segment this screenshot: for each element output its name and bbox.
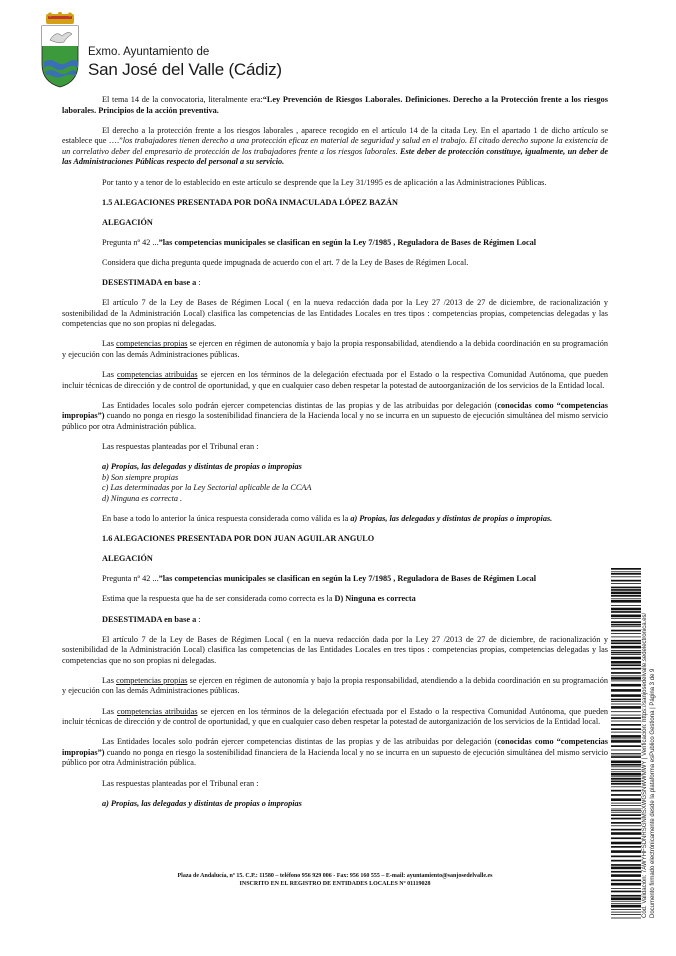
barcode-stripe — [611, 672, 641, 674]
barcode-stripe — [611, 798, 641, 801]
barcode-stripe — [611, 676, 641, 677]
validation-stamp — [642, 568, 657, 918]
barcode-stripe — [611, 860, 641, 862]
paragraph-pregunta: Pregunta nº 42 ...”las competencias municipales se clasifican en según la Ley 7/1985 , Reguladora de Bases de Régimen Local — [102, 237, 537, 247]
option-a: a) Propias, las delegadas y distintas de propias o impropias — [102, 462, 302, 472]
barcode-stripe — [611, 776, 641, 777]
barcode-stripe — [611, 818, 641, 820]
barcode-stripe — [611, 724, 641, 726]
section-title-1-5: 1.5 ALEGACIONES PRESENTADA POR DOÑA INMACULADA LÓPEZ BAZÁN — [102, 197, 398, 207]
barcode-stripe — [611, 809, 641, 810]
barcode-stripe — [611, 650, 641, 651]
barcode-stripe — [611, 598, 641, 599]
barcode-stripe — [611, 766, 641, 767]
barcode-stripe — [611, 750, 641, 751]
barcode-stripe — [611, 576, 641, 577]
barcode-stripe — [611, 689, 641, 692]
barcode-stripe — [611, 769, 641, 770]
paragraph-considera: Considera que dicha pregunta quede impugnada de acuerdo con el art. 7 de la Ley de Bases de Régimen Local. — [102, 257, 469, 267]
heading-alegacion-2: ALEGACIÓN — [102, 554, 153, 564]
paragraph-articulo-7: El artículo 7 de la Ley de Bases de Régimen Local ( en la nueva redacción dada por la Ley 27 /2013 de 27 de diciembre, de racionalización y sostenibilidad de la Administración Local) clasifica las competencias de las Entidades Locales en tres tipos : competencias propias, competencias delegadas y las competencias que no son propias ni delegadas. — [62, 298, 608, 329]
paragraph-competencias-atribuidas: Las competencias atribuidas se ejercen en los términos de la delegación efectuada por el Estado o la respectiva Comunidad Autónoma, que pueden incluir técnicas de dirección y de control de oportunidad, y que en cualquier caso deben respetar la potestad de autoorganización de los servicios de la Entidad local. — [62, 370, 608, 390]
barcode-stripe — [611, 756, 641, 758]
barcode-stripe — [611, 897, 641, 900]
barcode-stripe — [611, 684, 641, 687]
barcode-stripe — [611, 681, 641, 682]
barcode-stripe — [611, 846, 641, 848]
barcode-stripe — [611, 701, 641, 702]
validation-code: Cód. Validación: 7AWYHFSDNRSGNMSXWGSNWWMWY | Verificación: https://sanjosedelvalle.sedelectronica.es/ — [642, 612, 648, 918]
heading-desestimada: DESESTIMADA en base a : — [102, 278, 201, 288]
barcode-stripe — [611, 608, 641, 611]
validation-barcode-icon — [611, 568, 641, 920]
barcode-stripe — [611, 621, 641, 623]
footer-registry: INSCRITO EN EL REGISTRO DE ENTIDADES LOCALES Nº 01119028 — [239, 881, 431, 887]
barcode-stripe — [611, 587, 641, 589]
barcode-stripe — [611, 781, 641, 783]
barcode-stripe — [611, 745, 641, 747]
barcode-stripe — [611, 812, 641, 813]
paragraph-pregunta-2: Pregunta nº 42 ...”las competencias municipales se clasifican en según la Ley 7/1985 , Reguladora de Bases de Régimen Local — [102, 574, 537, 584]
barcode-stripe — [611, 888, 641, 889]
barcode-stripe — [611, 814, 641, 816]
barcode-stripe — [611, 790, 641, 792]
barcode-stripe — [611, 573, 641, 575]
barcode-stripe — [611, 755, 641, 756]
barcode-stripe — [611, 611, 641, 613]
barcode-stripe — [611, 739, 641, 740]
barcode-stripe — [611, 850, 641, 853]
barcode-stripe — [611, 642, 641, 644]
barcode-stripe — [611, 706, 641, 709]
barcode-stripe — [611, 803, 641, 804]
barcode-stripe — [611, 715, 641, 716]
heading-alegacion: ALEGACIÓN — [102, 217, 153, 227]
document-body — [62, 95, 608, 819]
signature-platform: Documento firmado electrónicamente desde la plataforma esPublico Gestiona | Página 3 de 9 — [649, 668, 656, 918]
option-a-2: a) Propias, las delegadas y distintas de propias o impropias — [102, 798, 302, 808]
barcode-stripe — [611, 778, 641, 780]
barcode-stripe — [611, 905, 641, 908]
answer-options — [62, 462, 608, 504]
paragraph-entidades-locales-2: Las Entidades locales solo podrán ejercer competencias distintas de las propias y de las atribuidas por delegación (conocidas como “competencias impropias”) cuando no ponga en riesgo la sostenibilidad financiera de la Hacienda local y no se incurra en un supuesto de ejecución simultánea del mismo servicio público por otra Administración pública. — [62, 737, 608, 768]
paragraph-articulo-7-2: El artículo 7 de la Ley de Bases de Régimen Local ( en la nueva redacción dada por la Ley 27 /2013 de 27 de diciembre, de racionalización y sostenibilidad de la Administración Local) clasifica las competencias de las Entidades Locales en tres tipos : competencias propias, competencias delegadas y las competencias que no son propias ni delegadas. — [62, 634, 608, 665]
barcode-stripe — [611, 580, 641, 582]
barcode-stripe — [611, 786, 641, 787]
barcode-stripe — [611, 783, 641, 785]
barcode-stripe — [611, 856, 641, 858]
barcode-stripe — [611, 753, 641, 754]
barcode-stripe — [611, 825, 641, 826]
paragraph-tema14: El tema 14 de la convocatoria, literalmente era:“Ley Prevención de Riesgos Laborales. Definiciones. Derecho a la Protección frente a los riesgos laborales. Principios de la acción preventiva. — [62, 95, 608, 115]
barcode-stripe — [611, 664, 641, 666]
barcode-stripe — [611, 637, 641, 638]
org-name-line1: Exmo. Ayuntamiento de — [88, 46, 210, 58]
barcode-stripe — [611, 794, 641, 796]
barcode-stripe — [611, 771, 641, 772]
barcode-stripe — [611, 568, 641, 570]
barcode-stripe — [611, 589, 641, 591]
barcode-stripe — [611, 903, 641, 904]
page-footer — [62, 872, 608, 888]
section-title-1-6: 1.6 ALEGACIONES PRESENTADA POR DON JUAN AGUILAR ANGULO — [102, 534, 375, 544]
paragraph-competencias-propias: Las competencias propias se ejercen en régimen de autonomía y bajo la propia responsabilidad, atendiendo a la debida coordinación en su programación y ejecución con las demás Administraciones públicas. — [62, 339, 608, 359]
barcode-stripe — [611, 618, 641, 619]
barcode-stripe — [611, 732, 641, 733]
barcode-stripe — [611, 657, 641, 660]
barcode-stripe — [611, 704, 641, 705]
barcode-stripe — [611, 883, 641, 886]
barcode-stripe — [611, 901, 641, 902]
barcode-stripe — [611, 630, 641, 632]
option-c: c) Las determinadas por la Ley Sectorial aplicable de la CCAA — [102, 483, 312, 493]
barcode-stripe — [611, 832, 641, 835]
barcode-stripe — [611, 721, 641, 722]
barcode-stripe — [611, 677, 641, 680]
paragraph-en-base: En base a todo lo anterior la única respuesta considerada como válida es la a) Propias, las delegadas y distintas de propias o impropias. — [102, 514, 553, 524]
barcode-stripe — [611, 571, 641, 572]
barcode-stripe — [611, 867, 641, 870]
barcode-stripe — [611, 633, 641, 634]
paragraph-respuestas: Las respuestas planteadas por el Tribunal eran : — [102, 442, 259, 452]
paragraph-estima: Estima que la respuesta que ha de ser considerada como correcta es la D) Ninguna es correcta — [102, 594, 416, 604]
barcode-stripe — [611, 626, 641, 627]
paragraph-competencias-atribuidas-2: Las competencias atribuidas se ejercen en los términos de la delegación efectuada por el Estado o la respectiva Comunidad Autónoma, que pueden incluir técnicas de dirección y de control de oportunidad, y que en cualquier caso deben respetar la potestad de autorganización de los servicios de la Entidad local. — [62, 706, 608, 727]
municipal-crest-icon — [38, 12, 82, 88]
barcode-stripe — [611, 595, 641, 597]
barcode-stripe — [611, 583, 641, 584]
barcode-stripe — [611, 646, 641, 649]
barcode-stripe — [611, 891, 641, 893]
barcode-stripe — [611, 880, 641, 882]
barcode-stripe — [611, 914, 641, 915]
barcode-stripe — [611, 600, 641, 603]
barcode-stripe — [611, 624, 641, 626]
heading-desestimada-2: DESESTIMADA en base a : — [102, 614, 201, 624]
barcode-stripe — [611, 810, 641, 811]
barcode-stripe — [611, 615, 641, 618]
barcode-stripe — [611, 918, 641, 919]
barcode-stripe — [611, 761, 641, 764]
option-b: b) Son siempre propias — [102, 472, 179, 482]
barcode-stripe — [611, 740, 641, 743]
org-name-line2: San José del Valle (Cádiz) — [88, 60, 282, 79]
answer-options-2 — [62, 799, 608, 810]
barcode-stripe — [611, 717, 641, 719]
barcode-stripe — [611, 661, 641, 664]
barcode-stripe — [611, 728, 641, 730]
barcode-stripe — [611, 735, 641, 738]
barcode-stripe — [611, 764, 641, 766]
barcode-stripe — [611, 842, 641, 845]
barcode-stripe — [611, 699, 641, 701]
barcode-stripe — [611, 805, 641, 806]
barcode-stripe — [611, 694, 641, 697]
paragraph-por-tanto: Por tanto y a tenor de lo establecido en este artículo se desprende que la Ley 31/1995 es de aplicación a las Administraciones Públicas. — [102, 177, 547, 187]
barcode-stripe — [611, 654, 641, 655]
paragraph-entidades-locales: Las Entidades locales solo podrán ejercer competencias distintas de las propias y de las atribuidas por delegación (conocidas como “competencias impropias”) cuando no ponga en riesgo la sostenibilidad financiera de la Hacienda local y no se incurra en un supuesto de ejecución simultánea del mismo servicio público por otra Administración pública. — [62, 400, 608, 431]
paragraph-derecho: El derecho a la protección frente a los riesgos laborales , aparece recogido en el artículo 14 de la citada Ley. En el apartado 1 de dicho artículo se establece que ….”los trabajadores tienen derecho a una protección eficaz en material de seguridad y salud en el trabajo. El citado derecho supone la existencia de un correlativo deber del empresario de protección de los trabajadores frente a los riesgos laborales. Este deber de protección constituye, igualmente, un deber de las Administraciones Públicas respecto del personal a su servicio. — [62, 125, 608, 167]
barcode-stripe — [611, 837, 641, 839]
barcode-stripe — [611, 773, 641, 776]
barcode-stripe — [611, 912, 641, 913]
barcode-stripe — [611, 864, 641, 866]
barcode-stripe — [611, 829, 641, 831]
footer-address: Plaza de Andalucía, nº 15. C.P.: 11580 – teléfono 956 929 006 - Fax: 956 160 555 – E-mail: ayuntamiento@sanjosedelvalle.es — [177, 873, 493, 879]
barcode-stripe — [611, 711, 641, 712]
barcode-stripe — [611, 909, 641, 910]
barcode-stripe — [611, 874, 641, 877]
barcode-stripe — [611, 668, 641, 670]
option-d: d) Ninguna es correcta . — [102, 493, 183, 503]
barcode-stripe — [611, 605, 641, 606]
paragraph-respuestas-2: Las respuestas planteadas por el Tribunal eran : — [102, 778, 259, 788]
barcode-stripe — [611, 652, 641, 654]
letterhead — [38, 12, 298, 92]
barcode-stripe — [611, 871, 641, 873]
barcode-stripe — [611, 895, 641, 897]
paragraph-competencias-propias-2: Las competencias propias se ejercen en régimen de autonomía y bajo la propia responsabilidad, atendiendo a la debida coordinación en su programación y ejecución con las demás Administraciones públicas. — [62, 675, 608, 696]
barcode-stripe — [611, 822, 641, 824]
barcode-stripe — [611, 592, 641, 595]
barcode-stripe — [611, 640, 641, 642]
